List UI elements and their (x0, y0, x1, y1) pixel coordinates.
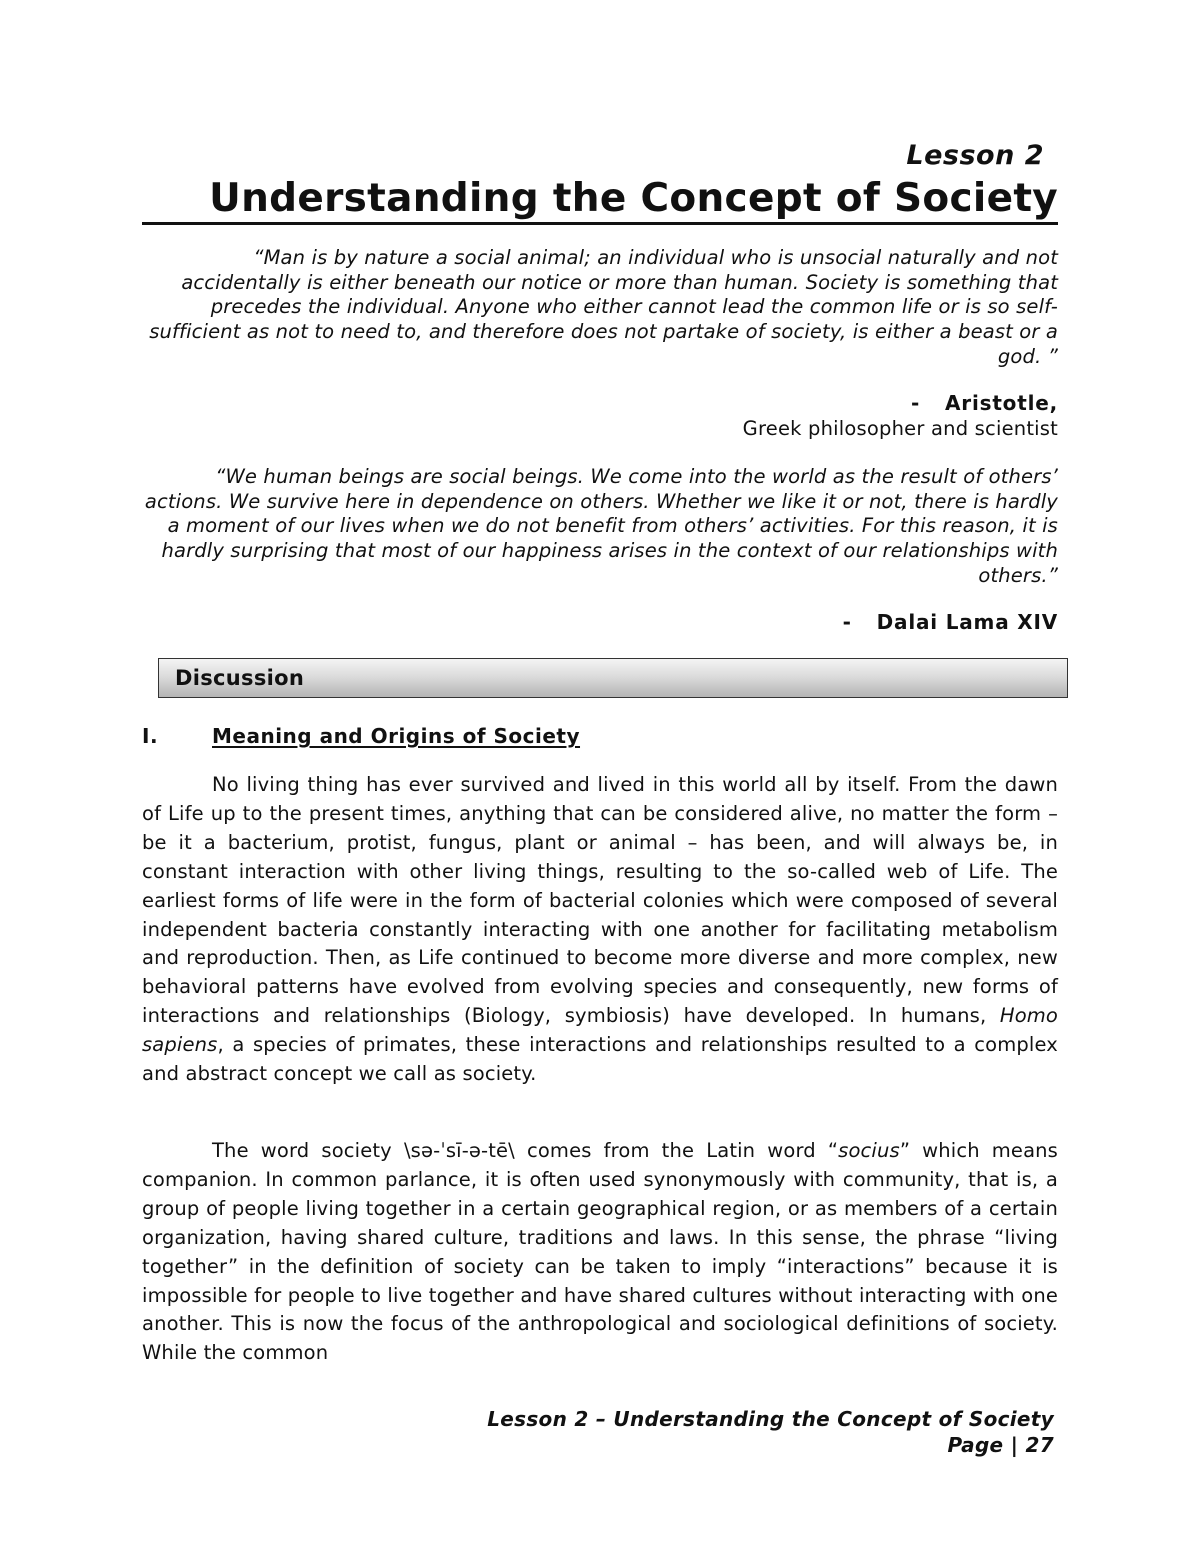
aristotle-attribution (911, 391, 1058, 415)
dalai-lama-attribution (843, 610, 1058, 634)
paragraph-text: , a species of primates, these interactions and relationships resulted to a complex and abstract concept we call as society. (142, 1033, 1058, 1086)
italic-term: Homo sapiens (142, 1004, 1058, 1057)
dalai-lama-quote: “We human beings are social beings. We come into the world as the result of others’ actions. We survive here in dependence on others. Whether we like it or not, there is hardly a moment of our lives when we do not benefit from others’ activities. For this reason, it is hardly surprising that most of our happiness arises in the context of our relationships with others.” (144, 465, 1058, 587)
attribution-dash: - (911, 391, 920, 415)
lesson-label: Lesson 2 (906, 140, 1044, 171)
title-underline-rule (142, 222, 1058, 225)
body-paragraph (142, 771, 1058, 1089)
discussion-label: Discussion (175, 666, 305, 690)
attribution-author: Dalai Lama XIV (876, 610, 1058, 634)
italic-term: socius (838, 1139, 900, 1162)
attribution-dash: - (842, 610, 851, 634)
footer-title: Lesson 2 – Understanding the Concept of Society (487, 1407, 1054, 1431)
section-heading (142, 724, 580, 748)
paragraph-text: ” which means companion. In common parlance, it is often used synonymously with community, that is, a group of people living together in a certain geographical region, or as members of a certain organization, having shared culture, traditions and laws. In this sense, the phrase “living together” in the definition of society can be taken to imply “interactions” because it is impossible for people to live together and have shared cultures without interacting with one another. This is now the focus of the anthropological and sociological definitions of society. While the common (142, 1139, 1058, 1365)
body-paragraph (142, 1137, 1058, 1368)
paragraph-text: No living thing has ever survived and lived in this world all by itself. From the dawn of Life up to the present times, anything that can be considered alive, no matter the form – be it a bacterium, protist, fungus, plant or animal – has been, and will always be, in constant interaction with other living things, resulting to the so-called web of Life. The earliest forms of life were in the form of bacterial colonies which were composed of several independent bacteria constantly interacting with one another for facilitating metabolism and reproduction. Then, as Life continued to become more diverse and more complex, new behavioral patterns have evolved from evolving species and consequently, new forms of interactions and relationships (Biology, symbiosis) have developed. In humans, (142, 773, 1058, 1028)
paragraph-text: The word society \sə-ˈsī-ə-tē\ comes from the Latin word “ (212, 1139, 839, 1162)
attribution-author: Aristotle, (945, 391, 1058, 415)
aristotle-quote: “Man is by nature a social animal; an individual who is unsocial naturally and not accidentally is either beneath our notice or more than human. Society is something that precedes the individual. Anyone who either cannot lead the common life or is so self-sufficient as not to need to, and therefore does not partake of society, is either a beast or a god. ” (149, 246, 1058, 368)
section-number: I. (142, 724, 159, 748)
page-title: Understanding the Concept of Society (209, 176, 1058, 221)
section-title: Meaning and Origins of Society (212, 724, 581, 748)
document-page (142, 0, 1058, 1553)
attribution-role: Greek philosopher and scientist (742, 417, 1058, 440)
footer-page-number: Page | 27 (947, 1433, 1054, 1457)
discussion-banner (158, 658, 1068, 698)
